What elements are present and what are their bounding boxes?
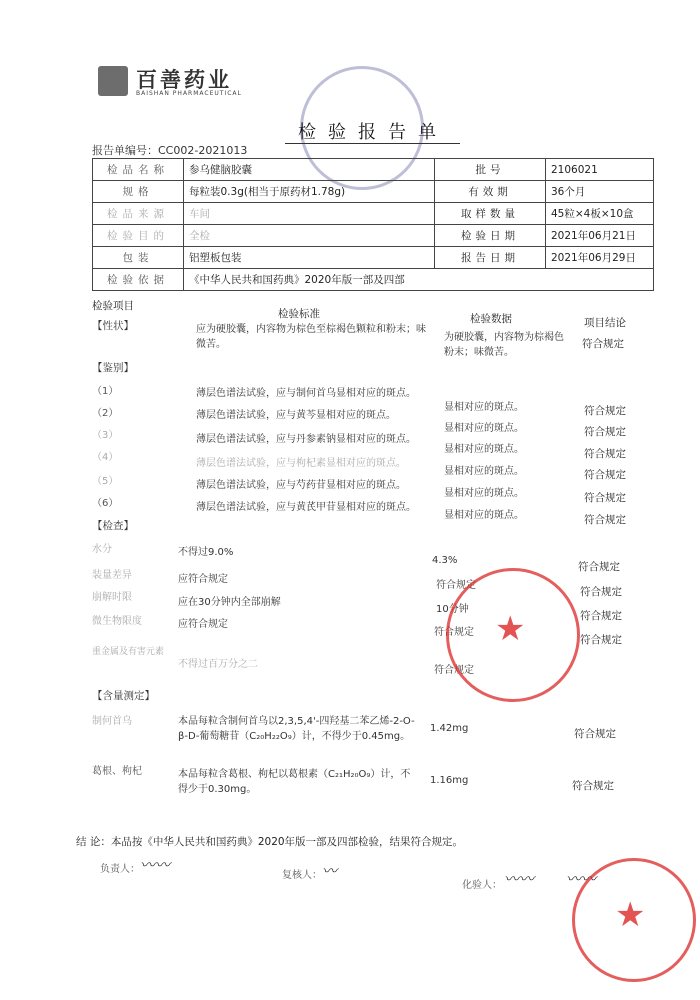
header-conclusion: 项目结论 xyxy=(584,317,626,329)
character-standard: 应为硬胶囊，内容物为棕色至棕褐色颗粒和粉末；味微苦。 xyxy=(196,324,426,350)
inspect-label: 重金属及有害元素 xyxy=(92,647,165,657)
ident-data: 显相对应的斑点。 xyxy=(444,488,524,499)
ident-conclusion: 符合规定 xyxy=(584,426,626,438)
ident-label: （4） xyxy=(92,452,119,463)
ident-conclusion: 符合规定 xyxy=(584,514,626,526)
basis-label: 检验依据 xyxy=(93,269,184,291)
assay-standard: 本品每粒含制何首乌以2,3,5,4'-四羟基二苯乙烯-2-O-β-D-葡萄糖苷（C₂₀H₂₂O₉）计，不得少于0.45mg。 xyxy=(178,716,415,742)
info-label: 检品来源 xyxy=(93,203,184,225)
ident-data: 显相对应的斑点。 xyxy=(444,444,524,455)
header-item: 检验项目 xyxy=(92,300,134,312)
report-number: 报告单编号：CC002-2021013 xyxy=(92,144,248,157)
basis-value: 《中华人民共和国药典》2020年版一部及四部 xyxy=(184,269,654,291)
section-identification: 【鉴别】 xyxy=(92,362,134,374)
info-row xyxy=(93,159,654,181)
info-right-value: 2106021 xyxy=(546,159,654,181)
ident-label: （6） xyxy=(92,498,119,509)
section-character: 【性状】 xyxy=(92,320,134,332)
inspect-standard: 应在30分钟内全部崩解 xyxy=(178,597,281,608)
inspect-data: 符合规定 xyxy=(434,665,474,676)
ident-label: （3） xyxy=(92,430,119,441)
inspect-data: 4.3% xyxy=(432,555,458,566)
report-conclusion: 结 论：本品按《中华人民共和国药典》2020年版一部及四部检验，结果符合规定。 xyxy=(76,836,464,848)
ident-conclusion: 符合规定 xyxy=(584,492,626,504)
info-value: 每粒装0.3g(相当于原药材1.78g) xyxy=(184,181,435,203)
character-data: 为硬胶囊，内容物为棕褐色粉末；味微苦。 xyxy=(444,332,564,358)
assay-conclusion: 符合规定 xyxy=(574,728,616,740)
inspect-standard: 应符合规定 xyxy=(178,574,228,585)
info-label: 规格 xyxy=(93,181,184,203)
info-row xyxy=(93,225,654,247)
inspect-data: 符合规定 xyxy=(434,627,474,638)
ident-data: 显相对应的斑点。 xyxy=(444,423,524,434)
info-value: 车间 xyxy=(184,203,435,225)
info-right-label: 取样数量 xyxy=(435,203,546,225)
company-name: 百善药业 xyxy=(136,68,232,92)
ident-label: （1） xyxy=(92,386,119,397)
assay-data: 1.42mg xyxy=(430,723,469,734)
info-right-value: 45粒×4板×10盒 xyxy=(546,203,654,225)
inspect-conclusion: 符合规定 xyxy=(580,610,622,622)
inspect-label: 水分 xyxy=(92,544,112,555)
info-right-label: 有效期 xyxy=(435,181,546,203)
ident-standard: 薄层色谱法试验，应与黄芪甲苷显相对应的斑点。 xyxy=(196,502,416,513)
assay-label: 葛根、枸杞 xyxy=(92,766,142,777)
info-row-basis xyxy=(93,269,654,291)
info-table xyxy=(92,158,654,291)
ident-standard: 薄层色谱法试验，应与制何首乌显相对应的斑点。 xyxy=(196,388,416,399)
info-value: 全检 xyxy=(184,225,435,247)
assay-label: 制何首乌 xyxy=(92,716,132,727)
info-right-value: 2021年06月21日 xyxy=(546,225,654,247)
ident-data: 显相对应的斑点。 xyxy=(444,466,524,477)
ident-label: （2） xyxy=(92,408,119,419)
info-label: 检验目的 xyxy=(93,225,184,247)
company-subtitle: BAISHAN PHARMACEUTICAL xyxy=(136,90,242,97)
section-assay: 【含量测定】 xyxy=(92,690,155,702)
ident-conclusion: 符合规定 xyxy=(584,469,626,481)
ident-standard: 薄层色谱法试验，应与黄芩显相对应的斑点。 xyxy=(196,410,396,421)
ident-conclusion: 符合规定 xyxy=(584,405,626,417)
section-inspection: 【检查】 xyxy=(92,520,134,532)
ident-conclusion: 符合规定 xyxy=(584,448,626,460)
analyst-signature-1: 〰〰 xyxy=(504,870,535,888)
info-value: 铝塑板包装 xyxy=(184,247,435,269)
lab-seal-star-icon: ★ xyxy=(495,609,526,649)
analyst-signature-2: 〰〰 xyxy=(566,870,597,888)
info-row xyxy=(93,247,654,269)
inspect-label: 装量差异 xyxy=(92,570,132,581)
info-right-label: 批号 xyxy=(435,159,546,181)
ident-standard: 薄层色谱法试验，应与芍药苷显相对应的斑点。 xyxy=(196,480,406,491)
assay-data: 1.16mg xyxy=(430,775,469,786)
ident-data: 显相对应的斑点。 xyxy=(444,402,524,413)
info-right-value: 36个月 xyxy=(546,181,654,203)
company-logo-icon xyxy=(98,66,128,96)
reviewer-signature: 〰 xyxy=(322,862,338,880)
assay-conclusion: 符合规定 xyxy=(572,780,614,792)
ident-standard: 薄层色谱法试验，应与丹参素钠显相对应的斑点。 xyxy=(196,434,416,445)
report-title: 检验报告单 xyxy=(298,122,448,143)
ident-data: 显相对应的斑点。 xyxy=(444,510,524,521)
inspect-standard: 应符合规定 xyxy=(178,619,228,630)
inspect-conclusion: 符合规定 xyxy=(580,586,622,598)
inspect-data: 10分钟 xyxy=(436,604,469,615)
info-row xyxy=(93,181,654,203)
character-conclusion: 符合规定 xyxy=(582,338,624,350)
responsible-label: 负责人： xyxy=(100,864,140,875)
inspect-standard: 不得过百万分之二 xyxy=(178,659,258,670)
ident-standard: 薄层色谱法试验，应与枸杞素显相对应的斑点。 xyxy=(196,458,406,469)
analyst-label: 化验人： xyxy=(462,880,502,891)
reviewer-label: 复核人： xyxy=(282,870,322,881)
inspect-label: 崩解时限 xyxy=(92,592,132,603)
title-underline xyxy=(285,143,460,144)
info-label: 检品名称 xyxy=(93,159,184,181)
info-row xyxy=(93,203,654,225)
qc-seal-star-icon: ★ xyxy=(615,895,646,935)
inspect-standard: 不得过9.0% xyxy=(178,547,234,558)
info-right-value: 2021年06月29日 xyxy=(546,247,654,269)
info-value: 参乌健脑胶囊 xyxy=(184,159,435,181)
header-data: 检验数据 xyxy=(470,313,512,325)
header-standard: 检验标准 xyxy=(278,308,320,320)
assay-standard: 本品每粒含葛根、枸杞以葛根素（C₂₁H₂₀O₉）计，不得少于0.30mg。 xyxy=(178,769,411,795)
info-label: 包装 xyxy=(93,247,184,269)
inspect-conclusion: 符合规定 xyxy=(580,634,622,646)
inspect-label: 微生物限度 xyxy=(92,616,142,627)
info-right-label: 报告日期 xyxy=(435,247,546,269)
inspect-conclusion: 符合规定 xyxy=(578,561,620,573)
inspect-data: 符合规定 xyxy=(436,580,476,591)
info-right-label: 检验日期 xyxy=(435,225,546,247)
responsible-signature: 〰〰 xyxy=(140,856,171,874)
ident-label: （5） xyxy=(92,476,119,487)
